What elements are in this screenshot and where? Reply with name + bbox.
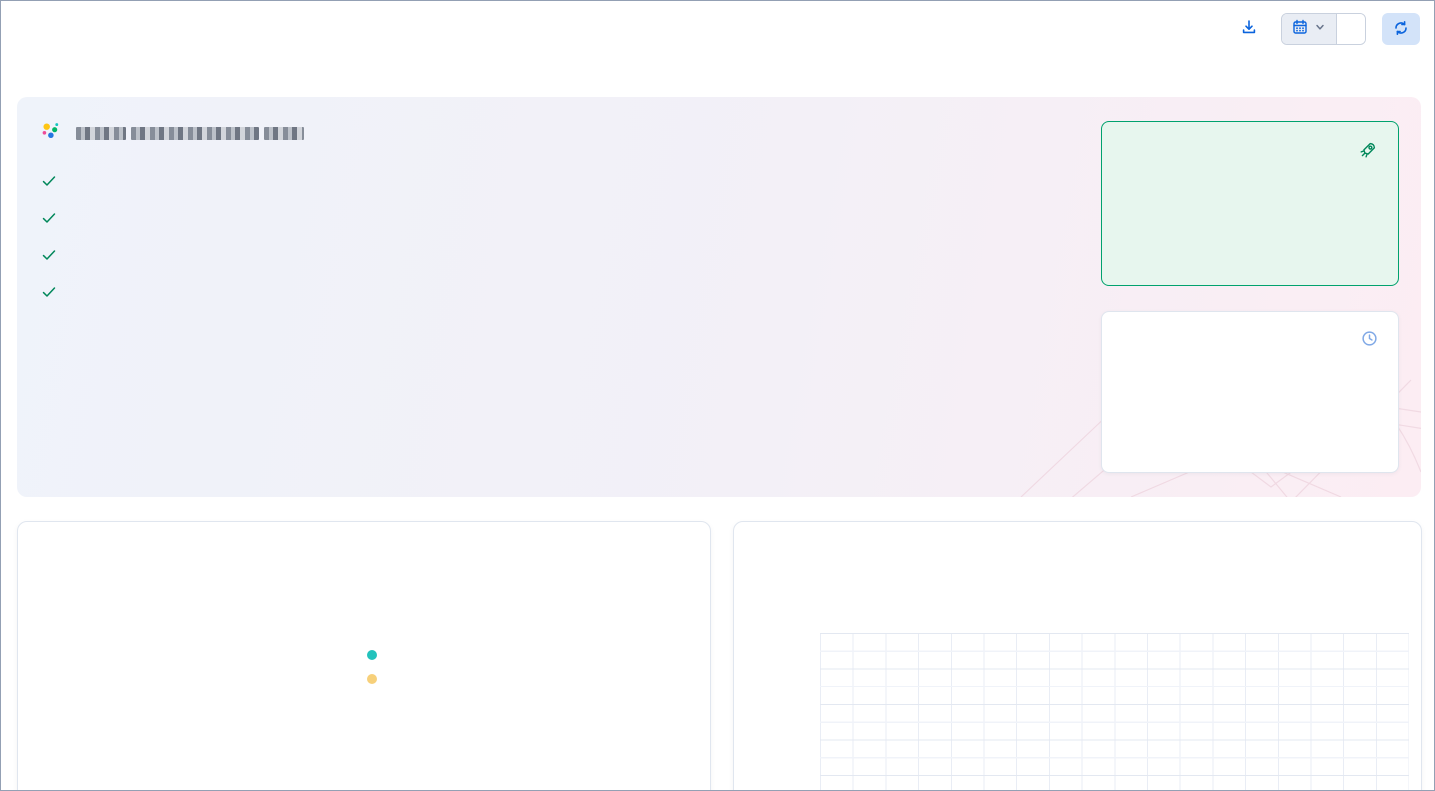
summary-bullet-list [41,171,1075,306]
alert-processing-panel [17,521,711,791]
download-icon [1241,19,1257,39]
greeting [41,121,1075,145]
chevron-down-icon [1314,20,1326,38]
legend-dot-escalated [367,674,377,684]
donut-chart [121,617,281,777]
donut-hole [143,639,259,755]
cost-savings-card [1101,121,1399,286]
executive-summary-panel [17,97,1421,497]
legend-dot-ai-filtered [367,650,377,660]
legend-item-ai-filtered [367,650,650,660]
summary-bullet-threats [41,282,1075,306]
check-icon [41,171,57,195]
clock-icon [1361,330,1378,352]
summary-bullet-hours [41,245,1075,269]
export-report-button[interactable] [1241,19,1265,39]
donut-legend [367,650,650,684]
legend-item-escalated [367,674,650,684]
trend-line-svg [820,633,1409,791]
summary-bullet-filtering [41,208,1075,232]
date-range-picker[interactable] [1281,13,1366,45]
analyst-time-saved-card [1101,311,1399,473]
refresh-button[interactable] [1382,13,1420,45]
check-icon [41,208,57,232]
calendar-icon [1292,19,1308,40]
check-icon [41,282,57,306]
celebration-icon [41,121,60,145]
alerts-summary [367,618,650,698]
y-axis-ticks [734,633,808,791]
header-controls [1241,13,1420,45]
cost-savings-trend-panel [733,521,1422,791]
summary-bullet-cost [41,171,1075,195]
refresh-icon [1393,20,1409,39]
date-picker-calendar-button[interactable] [1282,14,1337,44]
summary-text [41,121,1075,319]
date-range-value[interactable] [1337,14,1365,44]
redacted-username [76,127,304,140]
trend-plot [820,633,1409,791]
check-icon [41,245,57,269]
rocket-icon [1358,140,1378,165]
